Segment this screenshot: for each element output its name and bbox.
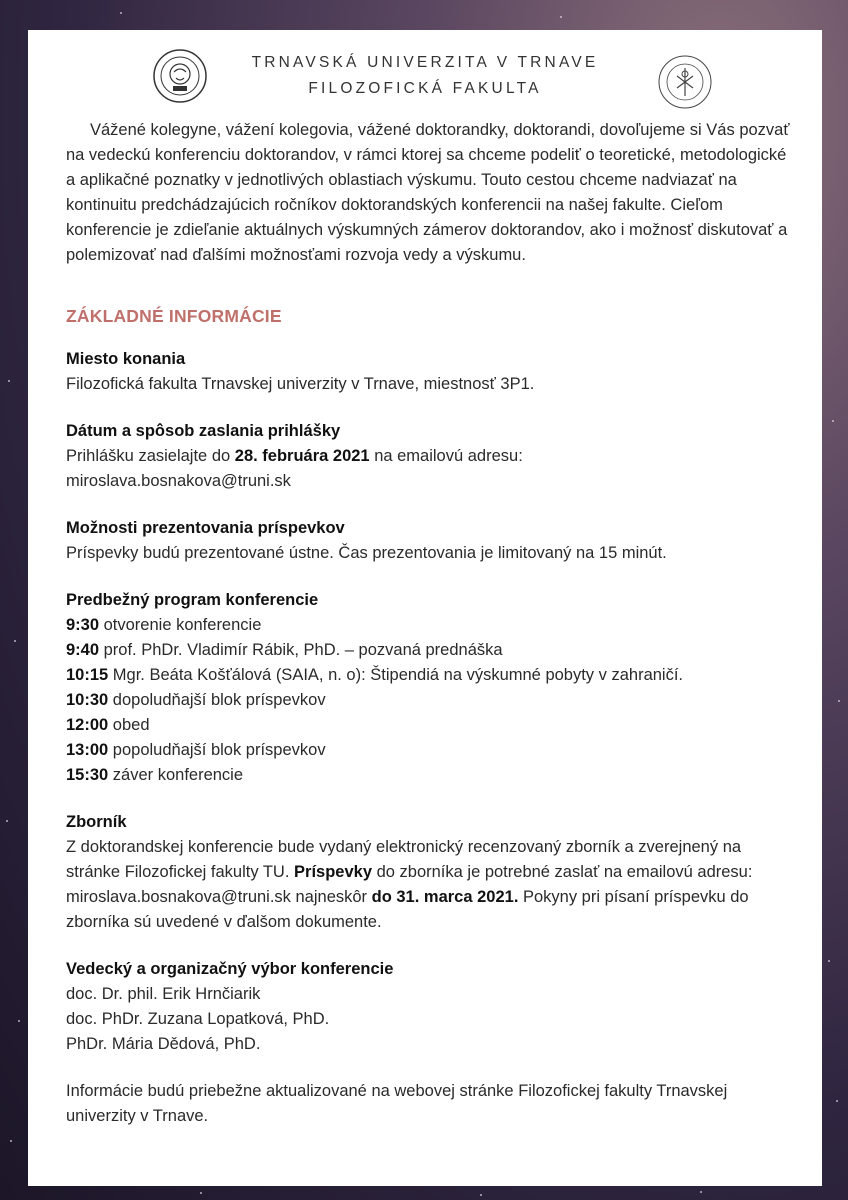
application-text-before: Prihlášku zasielajte do bbox=[66, 447, 235, 465]
footer-note: Informácie budú priebežne aktualizované na webovej stránke Filozofickej fakulty Trnavskej univerzity v Trnave. bbox=[66, 1082, 728, 1125]
program-time: 10:30 bbox=[66, 691, 109, 709]
section-heading: ZÁKLADNÉ INFORMÁCIE bbox=[66, 306, 282, 326]
application-title: Dátum a spôsob zaslania prihlášky bbox=[66, 422, 341, 440]
program-time: 13:00 bbox=[66, 741, 109, 759]
program-item bbox=[66, 613, 796, 638]
faculty-seal-icon bbox=[657, 54, 713, 110]
program-block bbox=[66, 588, 796, 788]
program-time: 9:30 bbox=[66, 616, 100, 634]
program-item bbox=[66, 688, 796, 713]
university-title: TRNAVSKÁ UNIVERZITA V TRNAVE bbox=[251, 54, 599, 71]
program-text: záver konferencie bbox=[108, 766, 244, 784]
committee-block bbox=[66, 957, 796, 1057]
program-title: Predbežný program konferencie bbox=[66, 591, 319, 609]
program-time: 10:15 bbox=[66, 666, 109, 684]
venue-text: Filozofická fakulta Trnavskej univerzity v Trnave, miestnosť 3P1. bbox=[66, 375, 535, 393]
faculty-title: FILOZOFICKÁ FAKULTA bbox=[308, 80, 542, 97]
venue-title: Miesto konania bbox=[66, 350, 186, 368]
program-item bbox=[66, 738, 796, 763]
application-text bbox=[66, 444, 796, 469]
committee-member: PhDr. Mária Dědová, PhD. bbox=[66, 1035, 261, 1053]
program-text: prof. PhDr. Vladimír Rábik, PhD. – pozvaná prednáška bbox=[99, 641, 503, 659]
application-email: miroslava.bosnakova@truni.sk bbox=[66, 472, 291, 490]
invitation-card bbox=[28, 30, 822, 1186]
venue-block bbox=[66, 347, 796, 397]
proceedings-bold-1: Príspevky bbox=[294, 863, 373, 881]
program-text: obed bbox=[108, 716, 150, 734]
application-text-after: na emailovú adresu: bbox=[369, 447, 523, 465]
committee-member: doc. PhDr. Zuzana Lopatková, PhD. bbox=[66, 1010, 330, 1028]
proceedings-text-3: Pokyny pri písaní príspevku do zborníka sú uvedené v ďalšom dokumente. bbox=[66, 888, 749, 931]
program-item bbox=[66, 638, 796, 663]
proceedings-text-1: Z doktorandskej konferencie bude vydaný elektronický recenzovaný zborník a zverejnený na stránke Filozofickej fakulty TU. bbox=[66, 838, 742, 881]
proceedings-text-2: do zborníka je potrebné zaslať na emailovú adresu: miroslava.bosnakova@truni.sk najneskôr bbox=[66, 863, 753, 906]
program-text: dopoludňajší blok príspevkov bbox=[108, 691, 326, 709]
program-text: popoludňajší blok príspevkov bbox=[108, 741, 326, 759]
program-item bbox=[66, 763, 796, 788]
presentation-text: Príspevky budú prezentované ústne. Čas prezentovania je limitovaný na 15 minút. bbox=[66, 544, 667, 562]
content bbox=[66, 118, 796, 1151]
presentation-title: Možnosti prezentovania príspevkov bbox=[66, 519, 345, 537]
program-text: otvorenie konferencie bbox=[99, 616, 262, 634]
application-block bbox=[66, 419, 796, 494]
proceedings-block bbox=[66, 810, 796, 935]
intro-paragraph: Vážené kolegyne, vážení kolegovia, vážené doktorandky, doktorandi, dovoľujeme si Vás pozvať na vedeckú konferenciu doktorandov, v rámci ktorej sa chceme podeliť o teoretické, metodologické a aplikačné poznatky v jednotlivých oblastiach výskumu. Touto cestou chceme nadviazať na kontinuitu predchádzajúcich ročníkov doktorandských konferencii na našej fakulte. Cieľom konferencie je zdieľanie aktuálnych výskumných zámerov doktorandov, ako i možnosť diskutovať a polemizovať nad ďalšími možnosťami rozvoja vedy a výskumu. bbox=[66, 121, 790, 264]
program-time: 15:30 bbox=[66, 766, 109, 784]
program-time: 9:40 bbox=[66, 641, 100, 659]
committee-member: doc. Dr. phil. Erik Hrnčiarik bbox=[66, 985, 261, 1003]
application-deadline: 28. februára 2021 bbox=[234, 447, 370, 465]
presentation-block bbox=[66, 516, 796, 566]
program-text: Mgr. Beáta Košťálová (SAIA, n. o): Štipendiá na výskumné pobyty v zahraničí. bbox=[108, 666, 684, 684]
program-item bbox=[66, 663, 796, 688]
proceedings-title: Zborník bbox=[66, 813, 127, 831]
proceedings-bold-2: do 31. marca 2021. bbox=[371, 888, 519, 906]
committee-title: Vedecký a organizačný výbor konferencie bbox=[66, 960, 394, 978]
program-time: 12:00 bbox=[66, 716, 109, 734]
proceedings-text bbox=[66, 835, 796, 935]
program-item bbox=[66, 713, 796, 738]
